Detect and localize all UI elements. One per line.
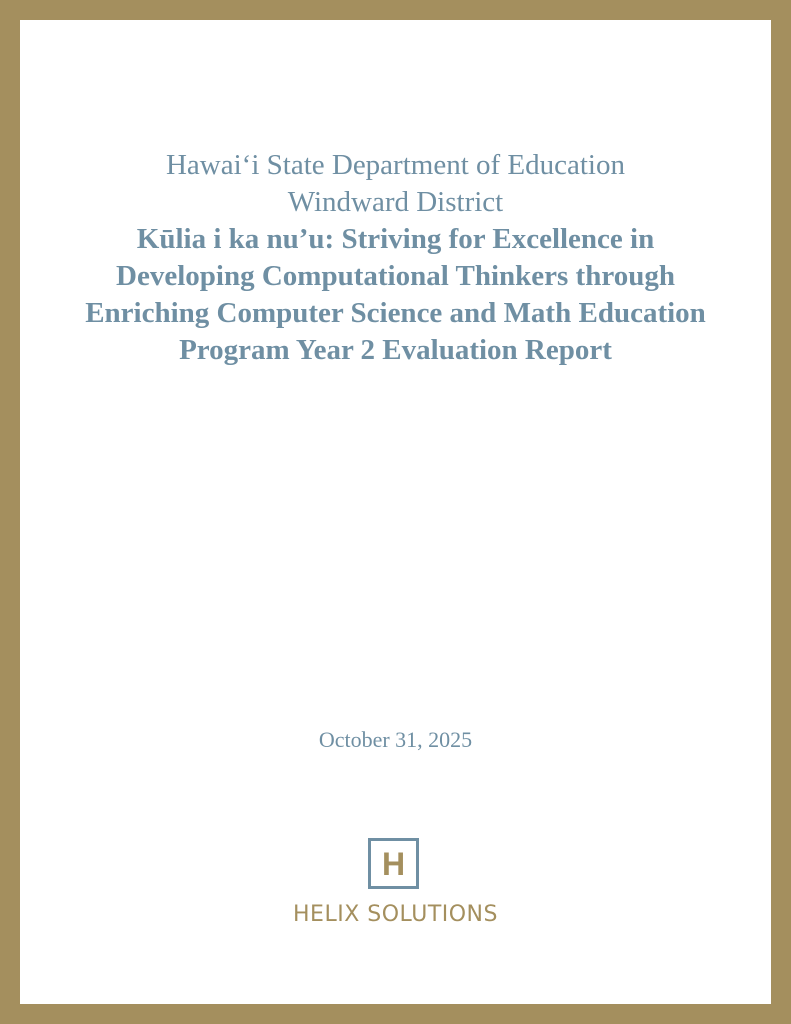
logo-letter: H: [381, 845, 406, 882]
report-title-line-1: Kūlia i ka nu’u: Striving for Excellence in: [136, 223, 655, 255]
report-date: October 31, 2025: [318, 727, 473, 752]
header-block: [20, 147, 771, 369]
company-name: HELIX SOLUTIONS: [293, 902, 498, 927]
district-name: Windward District: [287, 186, 504, 218]
report-title-line-3: Enriching Computer Science and Math Education: [85, 297, 706, 329]
helix-logo-icon: [368, 838, 419, 889]
report-title-line-4: Program Year 2 Evaluation Report: [179, 334, 612, 366]
report-title-line-2: Developing Computational Thinkers through: [116, 260, 675, 292]
cover-page: [20, 20, 771, 1004]
agency-name: Hawaiʻi State Department of Education: [165, 149, 625, 181]
